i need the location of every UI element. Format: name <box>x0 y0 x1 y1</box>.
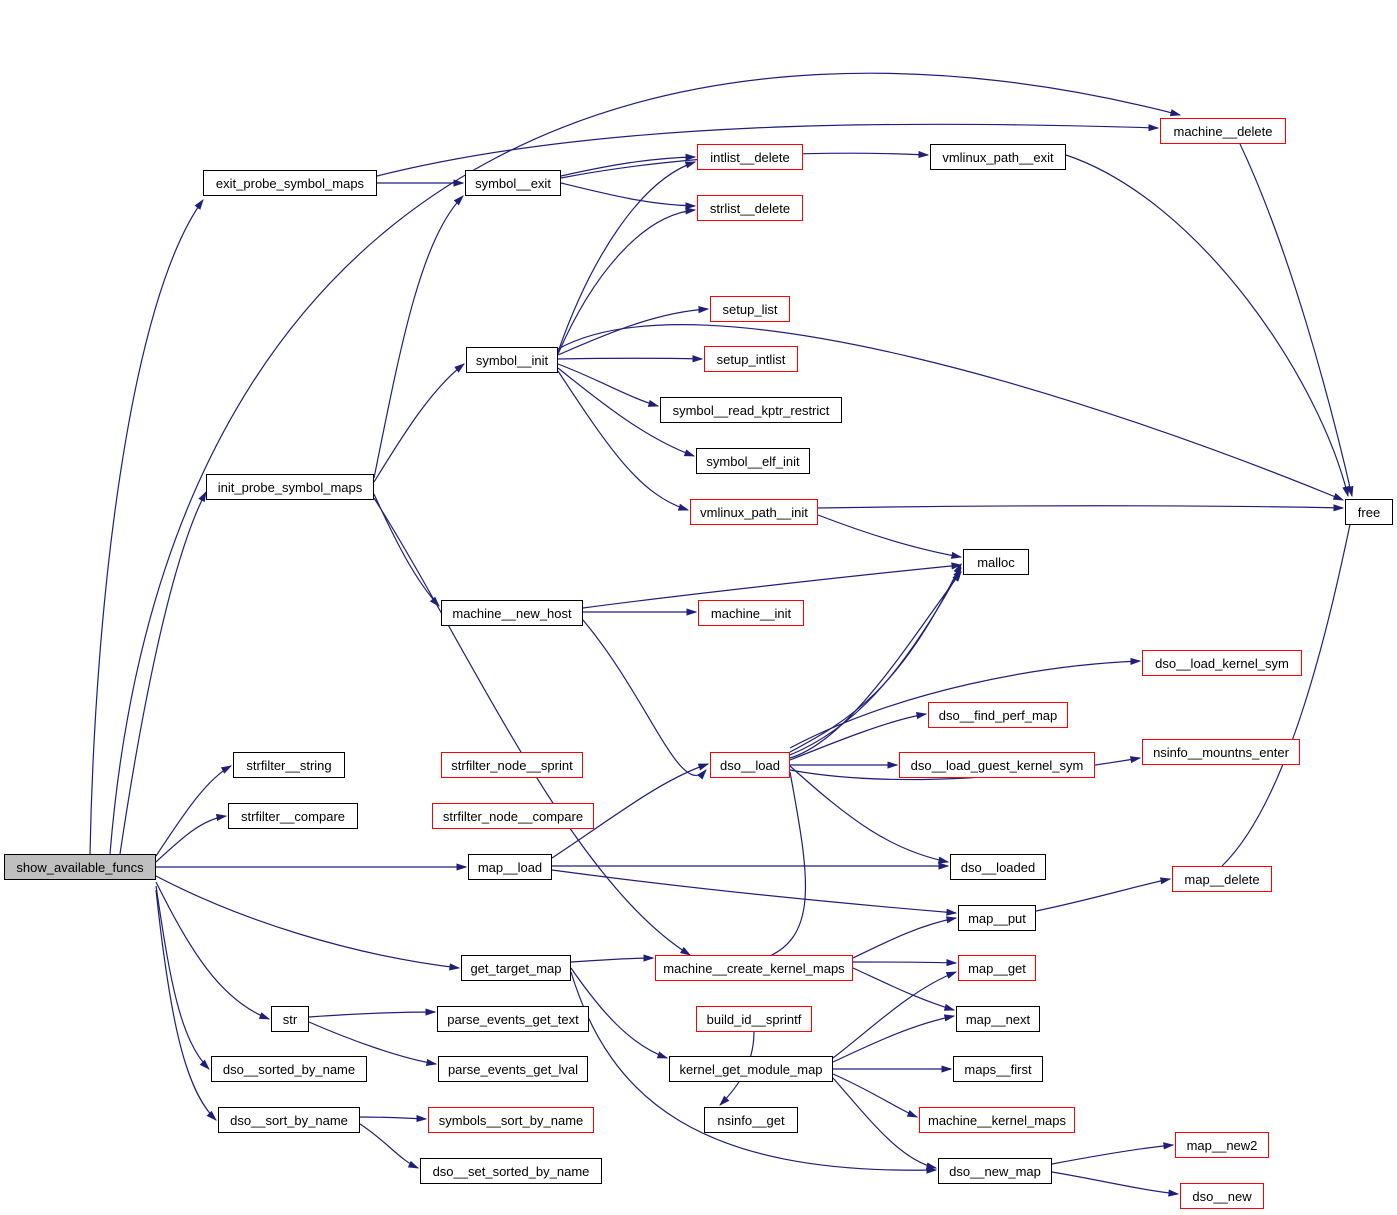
node-init-probe-symbol-maps[interactable]: init_probe_symbol_maps <box>206 474 374 500</box>
node-show-available-funcs[interactable]: show_available_funcs <box>4 854 156 880</box>
node-parse-events-get-lval[interactable]: parse_events_get_lval <box>438 1056 588 1082</box>
node-symbol-elf-init[interactable]: symbol__elf_init <box>696 448 810 474</box>
node-map-delete[interactable]: map__delete <box>1172 866 1272 892</box>
node-map-new2[interactable]: map__new2 <box>1175 1132 1269 1158</box>
node-free[interactable]: free <box>1345 499 1393 525</box>
node-strfilter-node-sprint[interactable]: strfilter_node__sprint <box>441 752 583 778</box>
node-dso-load-kernel-sym[interactable]: dso__load_kernel_sym <box>1142 650 1302 676</box>
node-map-next[interactable]: map__next <box>956 1006 1040 1032</box>
node-dso-load[interactable]: dso__load <box>710 752 790 778</box>
node-intlist-delete[interactable]: intlist__delete <box>697 144 803 170</box>
node-parse-events-get-text[interactable]: parse_events_get_text <box>437 1006 589 1032</box>
node-dso-new[interactable]: dso__new <box>1180 1183 1264 1209</box>
node-machine-new-host[interactable]: machine__new_host <box>441 600 583 626</box>
node-machine-init[interactable]: machine__init <box>698 600 804 626</box>
node-machine-kernel-maps[interactable]: machine__kernel_maps <box>919 1107 1075 1133</box>
node-build-id-sprintf[interactable]: build_id__sprintf <box>696 1006 812 1032</box>
node-setup-list[interactable]: setup_list <box>710 296 790 322</box>
node-get-target-map[interactable]: get_target_map <box>461 955 571 981</box>
node-map-put[interactable]: map__put <box>958 905 1036 931</box>
node-dso-sort-by-name[interactable]: dso__sort_by_name <box>218 1107 360 1133</box>
node-exit-probe-symbol-maps[interactable]: exit_probe_symbol_maps <box>203 170 377 196</box>
node-symbol-exit[interactable]: symbol__exit <box>465 170 561 196</box>
node-strfilter-compare[interactable]: strfilter__compare <box>228 803 358 829</box>
node-strfilter-string[interactable]: strfilter__string <box>233 752 345 778</box>
node-vmlinux-path-init[interactable]: vmlinux_path__init <box>690 499 818 525</box>
node-maps-first[interactable]: maps__first <box>953 1056 1043 1082</box>
node-setup-intlist[interactable]: setup_intlist <box>704 346 798 372</box>
node-nsinfo-mountns-enter[interactable]: nsinfo__mountns_enter <box>1142 739 1300 765</box>
node-symbol-read-kptr-restrict[interactable]: symbol__read_kptr_restrict <box>660 397 842 423</box>
node-strlist-delete[interactable]: strlist__delete <box>697 195 803 221</box>
node-kernel-get-module-map[interactable]: kernel_get_module_map <box>669 1056 833 1082</box>
node-map-load[interactable]: map__load <box>468 854 552 880</box>
node-dso-load-guest-kernel-sym[interactable]: dso__load_guest_kernel_sym <box>899 752 1095 778</box>
node-dso-sorted-by-name[interactable]: dso__sorted_by_name <box>211 1056 367 1082</box>
node-malloc[interactable]: malloc <box>963 549 1029 575</box>
node-nsinfo-get[interactable]: nsinfo__get <box>704 1107 798 1133</box>
node-str[interactable]: str <box>271 1006 309 1032</box>
node-machine-create-kernel-maps[interactable]: machine__create_kernel_maps <box>655 955 853 981</box>
node-vmlinux-path-exit[interactable]: vmlinux_path__exit <box>930 144 1066 170</box>
node-map-get[interactable]: map__get <box>958 955 1036 981</box>
node-dso-new-map[interactable]: dso__new_map <box>938 1158 1052 1184</box>
node-dso-set-sorted-by-name[interactable]: dso__set_sorted_by_name <box>420 1158 602 1184</box>
node-dso-find-perf-map[interactable]: dso__find_perf_map <box>928 702 1068 728</box>
node-symbol-init[interactable]: symbol__init <box>466 347 558 373</box>
node-strfilter-node-compare[interactable]: strfilter_node__compare <box>432 803 594 829</box>
node-dso-loaded[interactable]: dso__loaded <box>950 854 1046 880</box>
node-symbols-sort-by-name[interactable]: symbols__sort_by_name <box>428 1107 594 1133</box>
node-machine-delete[interactable]: machine__delete <box>1160 118 1286 144</box>
